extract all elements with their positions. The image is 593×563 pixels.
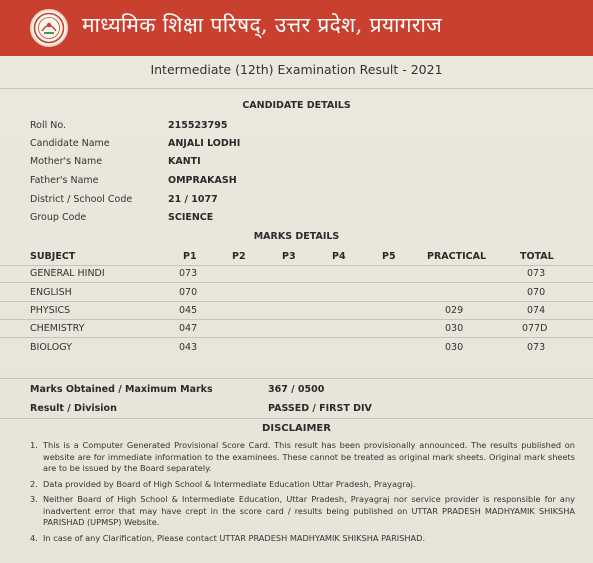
subject-cell: GENERAL HINDI xyxy=(30,268,105,279)
divider xyxy=(0,378,593,379)
column-header-practical: PRACTICAL xyxy=(427,251,486,262)
group-code-label: Group Code xyxy=(30,212,87,223)
marks-obtained-value: 367 / 0500 xyxy=(268,384,325,395)
table-rule xyxy=(0,282,593,283)
subject-cell: BIOLOGY xyxy=(30,342,72,353)
marks-details-heading: MARKS DETAILS xyxy=(253,231,340,242)
p1-cell: 073 xyxy=(179,268,198,279)
candidate-name-value: ANJALI LODHI xyxy=(168,138,241,149)
total-cell: 073 xyxy=(527,342,546,353)
disclaimer-item: 2. Data provided by Board of High School & Intermediate Education Uttar Pradesh, Prayagraj. xyxy=(30,478,416,489)
state-emblem-icon xyxy=(30,9,68,47)
table-rule xyxy=(0,337,593,338)
group-code-value: SCIENCE xyxy=(168,212,214,223)
result-division-label: Result / Division xyxy=(30,403,117,414)
table-rule xyxy=(0,319,593,320)
header-banner xyxy=(0,0,593,56)
column-header-p4: P4 xyxy=(332,251,346,262)
disclaimer-item: 4. In case of any Clarification, Please contact UTTAR PRADESH MADHYAMIK SHIKSHA PARISHAD. xyxy=(30,532,426,543)
practical-cell: 030 xyxy=(445,342,464,353)
board-title: माध्यमिक शिक्षा परिषद्, उत्तर प्रदेश, प्रयागराज xyxy=(82,13,443,37)
candidate-details-heading: CANDIDATE DETAILS xyxy=(242,100,351,111)
disclaimer-item: 3. Neither Board of High School & Intermediate Education, Uttar Pradesh, Prayagraj nor service provider is responsible for any inadvertent error that may have crept in the score card / results being published on UTTAR PRADESH MADHYAMIK SHIKSHA PARISHAD (UPMSP) Website. xyxy=(30,494,575,527)
column-header-p2: P2 xyxy=(232,251,246,262)
total-cell: 077D xyxy=(522,323,548,334)
disclaimer-text: Neither Board of High School & Intermediate Education, Uttar Pradesh, Prayagraj nor service provider is responsible for any inadvertent error that may have crept in the score card / results being published on UTTAR PRADESH MADHYAMIK SHIKSHA PARISHAD (UPMSP) Website. xyxy=(43,494,575,527)
disclaimer-text: In case of any Clarification, Please contact UTTAR PRADESH MADHYAMIK SHIKSHA PARISHAD. xyxy=(43,532,426,543)
column-header-p3: P3 xyxy=(282,251,296,262)
father-name-label: Father's Name xyxy=(30,175,99,186)
column-header-p5: P5 xyxy=(382,251,396,262)
disclaimer-text: Data provided by Board of High School & Intermediate Education Uttar Pradesh, Prayagraj. xyxy=(43,478,416,489)
disclaimer-item: 1. This is a Computer Generated Provisional Score Card. This result has been provisionally announced. The results published on website are for immediate information to the examinees. These cannot be treated as original mark sheets. Original mark sheets are to be issued by the Board separately. xyxy=(30,440,575,473)
district-school-code-label: District / School Code xyxy=(30,194,133,205)
column-header-total: TOTAL xyxy=(520,251,554,262)
marks-obtained-label: Marks Obtained / Maximum Marks xyxy=(30,384,213,395)
column-header-p1: P1 xyxy=(183,251,197,262)
p1-cell: 043 xyxy=(179,342,198,353)
p1-cell: 047 xyxy=(179,323,198,334)
table-rule xyxy=(0,301,593,302)
candidate-name-label: Candidate Name xyxy=(30,138,110,149)
mother-name-value: KANTI xyxy=(168,156,201,167)
total-cell: 070 xyxy=(527,287,546,298)
divider xyxy=(0,88,593,89)
roll-no-value: 215523795 xyxy=(168,120,228,131)
roll-no-label: Roll No. xyxy=(30,120,67,131)
divider xyxy=(0,418,593,419)
subject-cell: PHYSICS xyxy=(30,305,71,316)
subject-cell: ENGLISH xyxy=(30,287,72,298)
p1-cell: 045 xyxy=(179,305,198,316)
disclaimer-text: This is a Computer Generated Provisional Score Card. This result has been provisionally announced. The results published on website are for immediate information to the examinees. These cannot be treated as original mark sheets. Original mark sheets are to be issued by the Board separately. xyxy=(43,440,575,473)
result-division-value: PASSED / FIRST DIV xyxy=(268,403,372,414)
mother-name-label: Mother's Name xyxy=(30,156,103,167)
total-cell: 074 xyxy=(527,305,546,316)
exam-title: Intermediate (12th) Examination Result - 2021 xyxy=(150,62,443,77)
district-school-code-value: 21 / 1077 xyxy=(168,194,218,205)
table-rule xyxy=(0,265,593,266)
column-header-subject: SUBJECT xyxy=(30,251,76,262)
subject-cell: CHEMISTRY xyxy=(30,323,85,334)
total-cell: 073 xyxy=(527,268,546,279)
disclaimer-heading: DISCLAIMER xyxy=(262,423,331,434)
disclaimer-list xyxy=(30,440,575,548)
p1-cell: 070 xyxy=(179,287,198,298)
practical-cell: 030 xyxy=(445,323,464,334)
father-name-value: OMPRAKASH xyxy=(168,175,237,186)
practical-cell: 029 xyxy=(445,305,464,316)
